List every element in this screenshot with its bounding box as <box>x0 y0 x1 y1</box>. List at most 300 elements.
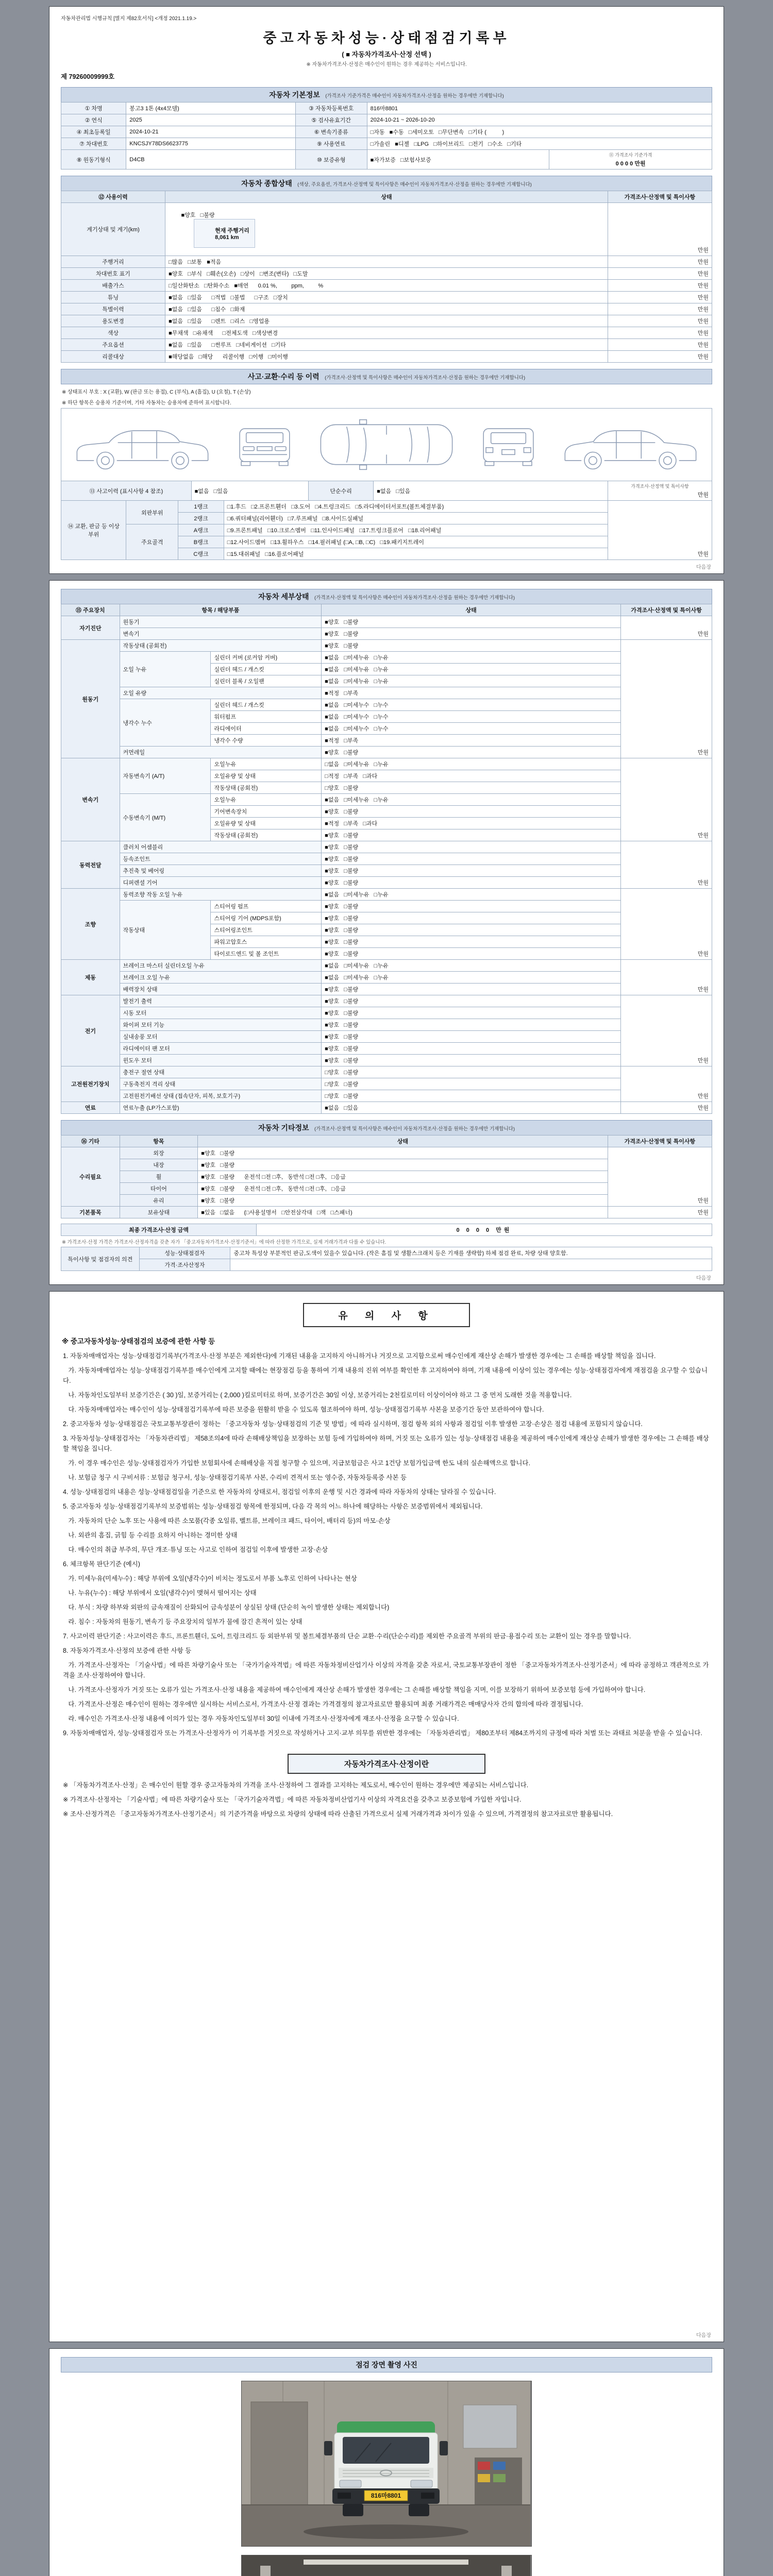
accident-history-label: ⑬ 사고이력 (표시사항 4 참조) <box>61 481 192 501</box>
notice-heading: ※ 중고자동차성능·상태점검의 보증에 관한 사항 등 <box>62 1337 215 1345</box>
usage-change-checkbox-group[interactable]: ■없음 □있음 □렌트 □리스 □영업용 <box>165 315 608 327</box>
document-subtitle: ( ■ 자동차가격조사·산정 선택 ) <box>342 50 431 58</box>
detail-col-device: ⑮ 주요장치 <box>61 604 120 616</box>
detail-state-checkbox-group[interactable]: ■적정 □부족 <box>322 687 621 699</box>
year-label: ② 연식 <box>61 114 126 126</box>
detail-price-cell: 만원 <box>621 841 712 889</box>
recall-checkbox-group[interactable]: ■해당없음 □해당 리콜이행 □이행 □미이행 <box>165 351 608 363</box>
etc-state-checkbox-group[interactable]: ■양호 □불량 <box>198 1159 608 1171</box>
detail-state-checkbox-group[interactable]: □양호 □불량 <box>322 1078 621 1090</box>
detail-item-label: 충전구 절연 상태 <box>120 1066 322 1078</box>
first-reg-label: ④ 최초등록일 <box>61 126 126 138</box>
notice-paragraph: 4. 성능·상태점검의 내용은 성능·상태점검일을 기준으로 한 자동차의 상태로서, 점검일 이후의 운행 및 시간 경과에 따라 자동차의 상태는 달라질 수 있습니다. <box>63 1488 496 1496</box>
detail-item-label: 윈도우 모터 <box>120 1055 322 1066</box>
detail-state-checkbox-group[interactable]: ■없음 □미세누유 □누유 <box>322 960 621 972</box>
section-accident-note: (가격조사·산정액 및 특이사항은 매수인이 자동차가격조사·산정을 원하는 경우에만 기재합니다) <box>325 375 526 381</box>
etc-state-checkbox-group[interactable]: ■양호 □불량 운전석 □전 □후, 동반석 □전 □후, □응급 <box>198 1183 608 1195</box>
etc-item-label: 내장 <box>120 1159 198 1171</box>
detail-state-checkbox-group[interactable]: ■양호 □불량 <box>322 924 621 936</box>
detail-state-checkbox-group[interactable]: ■양호 □불량 <box>322 616 621 628</box>
device-high-voltage: 고전원전기장치 <box>61 1066 120 1102</box>
detail-item-label: 클러치 어셈블리 <box>120 841 322 853</box>
detail-item-label: 브레이크 오일 누유 <box>120 972 322 984</box>
first-reg-value: 2024-10-21 <box>126 126 295 138</box>
detail-item-label: 라디에이터 팬 모터 <box>120 1043 322 1055</box>
etc-repair-needed-label: 수리필요 <box>61 1147 120 1207</box>
options-checkbox-group[interactable]: ■없음 □있음 □썬루프 □네비게이션 □기타 <box>165 339 608 351</box>
device-engine: 원동기 <box>61 640 120 758</box>
notice-paragraph: 3. 자동차성능·상태점검자는 「자동차관리법」 제58조의4에 따라 손해배상책임을 보장하는 보험 등에 가입하여야 하며, 거짓 또는 오류가 있는 성능·상태점검 내용을 제공하여 매수인에게 재산상 손해가 발생한 경우에는 그 손해를 배상할 책임을 집니다. <box>63 1435 709 1452</box>
detail-price-cell: 만원 <box>621 1102 712 1114</box>
engine-type-value: D4CB <box>126 150 295 170</box>
rank1-checkbox-group[interactable]: □1.후드 □2.프론트휀더 □3.도어 □4.트렁크리드 □5.라디에이터서포트(볼트체결부품) <box>224 501 608 513</box>
appraiser-comment <box>230 1259 712 1271</box>
etc-price-cell: 만원 <box>608 1207 712 1218</box>
notice-paragraph: 8. 자동차가격조사·산정의 보증에 관한 사항 등 <box>63 1647 192 1654</box>
detail-col-state: 상태 <box>322 604 621 616</box>
price-definition-box-title: 자동차가격조사·산정이란 <box>288 1754 485 1774</box>
overall-row-label: 튜닝 <box>61 292 165 303</box>
detail-subitem-label: 작동상태 (공회전) <box>211 829 322 841</box>
notice-paragraph: 9. 자동차매매업자, 성능·상태점검자 또는 가격조사·산정자가 이 기록부를 거짓으로 작성하거나 고지·교부 의무를 위반한 경우에는 「자동차관리법」 제80조부터 제84조까지의 규정에 따라 처벌 또는 과태료 처분을 받을 수 있습니다. <box>63 1730 702 1737</box>
exchange-panel-table <box>61 500 712 560</box>
next-page-indicator: 다음장 <box>696 1276 711 1281</box>
detail-item-label: 연료누출 (LP가스포함) <box>120 1102 322 1114</box>
detail-item-label: 브레이크 마스터 실린더오일 누유 <box>120 960 322 972</box>
overall-price-cell: 만원 <box>608 351 712 363</box>
detail-item-label: 오일 유량 <box>120 687 322 699</box>
notice-paragraph: 라. 침수 : 자동차의 원동기, 변속기 등 주요장치의 일부가 물에 잠긴 흔적이 있는 상태 <box>63 1618 303 1625</box>
detail-item-label: 와이퍼 모터 기능 <box>120 1019 322 1031</box>
detail-item-label: 오일 누유 <box>120 652 211 687</box>
engine-type-label: ⑧ 원동기형식 <box>61 150 126 170</box>
overall-col-use-history: ⑫ 사용이력 <box>61 191 165 203</box>
notice-paragraph: 나. 가격조사·산정자가 거짓 또는 오류가 있는 가격조사·산정 내용을 제공하여 매수인에게 재산상 손해가 발생한 경우에는 그 손해를 배상할 책임을 지며, 이를 보장하기 위하여 보증보험 등에 가입하여야 합니다. <box>63 1686 646 1693</box>
opinion-section-label: 특이사항 및 점검자의 의견 <box>61 1247 140 1271</box>
overall-col-state: 상태 <box>165 191 608 203</box>
inspection-photo-underbody <box>241 2555 532 2576</box>
etc-state-checkbox-group[interactable]: ■양호 □불량 운전석 □전 □후, 동반석 □전 □후, □응급 <box>198 1171 608 1183</box>
page-4 <box>49 2348 724 2576</box>
overall-price-cell: 만원 <box>608 203 712 256</box>
inspection-label: ⑤ 검사유효기간 <box>295 114 367 126</box>
detail-item-label: 배력장치 상태 <box>120 984 322 995</box>
section-overall-title: 자동차 종합상태 <box>241 179 292 188</box>
page-3 <box>49 1291 724 2342</box>
detail-item-label: 발전기 출력 <box>120 995 322 1007</box>
odometer-state-checkbox-group[interactable] <box>165 203 608 256</box>
price-definition-line: ※ 조사·산정가격은 「중고자동차가격조사·산정기준서」의 기준가격을 바탕으로 차량의 상태에 따라 산출된 가격으로서 실제 거래가격과 차이가 있을 수 있으며, 가격결정의 참고자료로만 활용됩니다. <box>63 1810 613 1818</box>
page-2 <box>49 580 724 1285</box>
truck-underbody-photo <box>242 2555 530 2576</box>
device-power-train: 동력전달 <box>61 841 120 889</box>
detail-state-checkbox-group[interactable]: ■없음 □미세누수 □누수 <box>322 699 621 711</box>
notice-paragraph: 가. 이 경우 매수인은 성능·상태점검자가 가입한 보험회사에 손해배상을 직접 청구할 수 있으며, 지급보험금은 사고 1건당 보험가입금액 한도 내의 실손해액으로 합니다. <box>63 1460 530 1467</box>
year-value: 2025 <box>126 114 295 126</box>
notice-paragraph: 2. 중고자동차 성능·상태점검은 국토교통부장관이 정하는 「중고자동차 성능·상태점검의 기준 및 방법」에 따라 실시하며, 점검 항목 외의 사항과 점검일 이후 발생한 고장·손상은 점검 내용에 포함되지 않습니다. <box>63 1420 643 1428</box>
detail-state-checkbox-group[interactable]: ■없음 □미세누유 □누유 <box>322 794 621 806</box>
car-side-left-diagram <box>68 414 217 476</box>
price-definition-lines <box>61 1780 712 1819</box>
detail-subitem-label: 실린더 커버 (로커암 커버) <box>211 652 322 664</box>
appraiser-label: 가격·조사산정자 <box>139 1259 230 1271</box>
detail-subitem-label: 오일누유 <box>211 758 322 770</box>
odometer-state-options[interactable]: ■양호 □불량 <box>181 212 215 218</box>
tuning-checkbox-group[interactable]: ■없음 □있음 □적법 □불법 □구조 □장치 <box>165 292 608 303</box>
device-electric: 전기 <box>61 995 120 1066</box>
detail-state-checkbox-group[interactable]: ■양호 □불량 <box>322 747 621 758</box>
detail-subitem-label: 냉각수 수량 <box>211 735 322 747</box>
detail-state-checkbox-group[interactable]: □양호 □불량 <box>322 1090 621 1102</box>
notice-paragraph: 나. 자동차인도일부터 보증기간은 ( 30 )일, 보증거리는 ( 2,000 )킬로미터로 하며, 보증기간은 30일 이상, 보증거리는 2천킬로미터 이상이어야 하고 그 중 먼저 도래한 것을 적용합니다. <box>63 1392 572 1399</box>
simple-repair-checkbox-group[interactable]: ■없음 □있음 <box>374 481 608 501</box>
detail-condition-table <box>61 604 712 1114</box>
detail-subitem-label: 라디에이터 <box>211 723 322 735</box>
exchange-price-cell: 만원 <box>608 501 712 560</box>
vin-value: KNCSJY78DS6623775 <box>126 138 295 150</box>
detail-state-checkbox-group[interactable]: ■없음 □미세누유 □누유 <box>322 675 621 687</box>
etc-state-checkbox-group[interactable]: ■양호 □불량 <box>198 1147 608 1159</box>
section-overall-band <box>61 176 712 191</box>
detail-state-checkbox-group[interactable]: ■양호 □불량 <box>322 865 621 877</box>
accident-history-table <box>61 481 712 501</box>
accident-price-cell <box>608 481 712 501</box>
inspector-comment: 중고차 특성상 부분적인 판금,도색이 있을수 있습니다. (작은 흠집 및 생활스크래치 등은 기재를 생략함) 하체 점검 완료, 차량 상태 양호함. <box>230 1247 712 1259</box>
notice-paragraph: 1. 자동차매매업자는 성능·상태점검기록부(가격조사·산정 부분은 제외한다)에 기재된 내용을 고지하지 아니하거나 거짓으로 고지함으로써 매수인에게 재산상 손해가 발생한 경우에는 그 손해를 배상할 책임을 집니다. <box>63 1352 656 1360</box>
overall-row-label: 계기상태 및 계기(km) <box>61 203 165 256</box>
section-etc-band <box>61 1120 712 1136</box>
detail-state-checkbox-group[interactable]: ■양호 □불량 <box>322 1019 621 1031</box>
current-mileage-value: 8,061 km <box>215 234 239 241</box>
detail-price-cell: 만원 <box>621 616 712 640</box>
detail-state-checkbox-group[interactable]: ■없음 □미세누유 □누유 <box>322 889 621 901</box>
detail-item-label: 수동변속기 (M/T) <box>120 794 211 841</box>
etc-state-checkbox-group[interactable]: ■양호 □불량 <box>198 1195 608 1207</box>
license-plate-text: 816마8801 <box>371 2492 401 2499</box>
final-price-note: ※ 가격조사·산정 가격은 가격조사·산정자격을 갖춘 자가 「중고자동차가격조사·산정기준서」에 따라 산정한 가격으로, 실제 거래가격과 다를 수 있습니다. <box>62 1240 386 1245</box>
overall-price-cell: 만원 <box>608 339 712 351</box>
notice-paragraph: 다. 매수인의 취급 부주의, 무단 개조·튜닝 또는 사고로 인하여 점검일 이후에 발생한 고장·손상 <box>63 1546 328 1553</box>
etc-col-group: ⑯ 기타 <box>61 1136 120 1147</box>
detail-state-checkbox-group[interactable]: ■양호 □불량 <box>322 901 621 912</box>
detail-item-label: 작동상태 <box>120 901 211 960</box>
detail-subitem-label: 기어변속장치 <box>211 806 322 818</box>
inspection-value: 2024-10-21 ~ 2026-10-20 <box>367 114 712 126</box>
overall-row-label: 용도변경 <box>61 315 165 327</box>
detail-state-checkbox-group[interactable]: ■양호 □불량 <box>322 640 621 652</box>
notice-paragraph: 7. 사고이력 판단기준 : 사고이력은 후드, 프론트휀더, 도어, 트렁크리드 등 외판부위 및 볼트체결부품의 단순 교환·수리(단순수리)를 제외한 주요골격 부위의 판금·용접수리 또는 교환이 있는 경우를 말합니다. <box>63 1633 631 1640</box>
section-overall-note: (색상, 주요옵션, 가격조사·산정액 및 특이사항은 매수인이 자동차가격조사·산정을 원하는 경우에만 기재합니다) <box>297 182 532 188</box>
detail-subitem-label: 실린더 헤드 / 개스킷 <box>211 664 322 675</box>
special-history-checkbox-group[interactable]: ■없음 □있음 □침수 □화재 <box>165 303 608 315</box>
simple-repair-label: 단순수리 <box>308 481 373 501</box>
detail-state-checkbox-group[interactable]: □양호 □불량 <box>322 782 621 794</box>
next-page-indicator: 다음장 <box>696 2333 711 2338</box>
etc-col-item: 항목 <box>120 1136 198 1147</box>
detail-state-checkbox-group[interactable]: ■적정 □부족 □과다 <box>322 818 621 829</box>
section-accident-band <box>61 369 712 384</box>
detail-subitem-label: 스티어링조인트 <box>211 924 322 936</box>
detail-subitem-label: 타이로드엔드 및 볼 조인트 <box>211 948 322 960</box>
notice-paragraph: 나. 외관의 흠집, 긁힘 등 수리를 요하지 아니하는 경미한 상태 <box>63 1532 238 1539</box>
detail-item-label: 구동축전지 격리 상태 <box>120 1078 322 1090</box>
detail-state-checkbox-group[interactable]: □적정 □부족 □과다 <box>322 770 621 782</box>
section-detail-band <box>61 589 712 604</box>
rank1-label: 1랭크 <box>178 501 224 513</box>
etc-basic-items-label: 기본품목 <box>61 1207 120 1218</box>
section-photos-title: 점검 장면 촬영 사진 <box>356 2361 417 2369</box>
inspector-opinion-table <box>61 1247 712 1271</box>
detail-subitem-label: 실린더 헤드 / 개스킷 <box>211 699 322 711</box>
overall-price-cell: 만원 <box>608 292 712 303</box>
car-rear-diagram <box>471 414 546 476</box>
device-steering: 조향 <box>61 889 120 960</box>
rankC-label: C랭크 <box>178 548 224 560</box>
notice-paragraph: 가. 자동차매매업자는 성능·상태점검기록부를 매수인에게 고지할 때에는 현장점검 등을 통하여 기재 내용의 진위 여부를 확인한 후 고지하여야 하며, 기재 내용에 이상이 있는 경우에는 성능·상태점검자에게 재점검을 요구할 수 있습니다. <box>63 1367 708 1384</box>
overall-price-cell: 만원 <box>608 327 712 339</box>
rank2-label: 2랭크 <box>178 513 224 524</box>
base-price-label: ⑪ 가격조사 기준가격 <box>609 152 652 158</box>
rankC-checkbox-group[interactable]: □15.대쉬패널 □16.플로어패널 <box>224 548 608 560</box>
detail-state-checkbox-group[interactable]: ■없음 □미세누유 □누유 <box>322 972 621 984</box>
etc-basic-items-item: 보유상태 <box>120 1207 198 1218</box>
page-title: 중고자동차성능·상태점검기록부 <box>263 30 510 46</box>
detail-subitem-label: 실린더 블록 / 오일팬 <box>211 675 322 687</box>
detail-price-cell: 만원 <box>621 960 712 995</box>
inspection-photo-front <box>241 2381 532 2547</box>
section-detail-note: (가격조사·산정액 및 특이사항은 매수인이 자동차가격조사·산정을 원하는 경우에만 기재합니다) <box>314 595 515 601</box>
notice-paragraph: 나. 누유(누수) : 해당 부위에서 오일(냉각수)이 맺혀서 떨어지는 상태 <box>63 1589 257 1597</box>
notice-body <box>61 1351 712 1738</box>
accident-price-unit: 만원 <box>697 492 709 498</box>
etc-col-state: 상태 <box>198 1136 608 1147</box>
overall-row-label: 리콜대상 <box>61 351 165 363</box>
reg-no-value: 816마8801 <box>367 103 712 114</box>
basic-info-table <box>61 102 712 170</box>
detail-subitem-label: 오일유량 및 상태 <box>211 770 322 782</box>
etc-item-label: 타이어 <box>120 1183 198 1195</box>
overall-row-label: 색상 <box>61 327 165 339</box>
etc-info-table <box>61 1135 712 1218</box>
rank2-checkbox-group[interactable]: □6.쿼터패널(리어휀더) □7.루프패널 □8.사이드실패널 <box>224 513 608 524</box>
detail-item-label: 추진축 및 베어링 <box>120 865 322 877</box>
section-photos-band <box>61 2357 712 2372</box>
fuel-checkbox-group[interactable]: □가솔린 ■디젤 □LPG □하이브리드 □전기 □수소 □기타 <box>367 138 712 150</box>
fuel-label: ⑨ 사용연료 <box>295 138 367 150</box>
device-transmission: 변속기 <box>61 758 120 841</box>
detail-state-checkbox-group[interactable]: ■양호 □불량 <box>322 806 621 818</box>
document-number: 제 79260009999호 <box>61 73 115 80</box>
detail-state-checkbox-group[interactable]: ■양호 □불량 <box>322 984 621 995</box>
document-subtitle-note: ※ 자동차가격조사·산정은 매수인이 원하는 경우 제공하는 서비스입니다. <box>306 62 467 67</box>
detail-subitem-label: 파워고압호스 <box>211 936 322 948</box>
overall-row-label: 주요옵션 <box>61 339 165 351</box>
device-fuel: 연료 <box>61 1102 120 1114</box>
detail-col-item: 항목 / 해당부품 <box>120 604 322 616</box>
notice-paragraph: 가. 미세누유(미세누수) : 해당 부위에 오일(냉각수)이 비치는 정도로서 부품 노후로 인하여 나타나는 현상 <box>63 1575 357 1582</box>
current-mileage-label: 현재 주행거리 <box>215 228 249 234</box>
detail-item-label: 실내송풍 모터 <box>120 1031 322 1043</box>
detail-item-label: 원동기 <box>120 616 322 628</box>
detail-price-cell: 만원 <box>621 995 712 1066</box>
device-self-diagnosis: 자기진단 <box>61 616 120 640</box>
base-price-cell <box>549 150 712 170</box>
overall-col-price: 가격조사·산정액 및 특이사항 <box>608 191 712 203</box>
overall-price-cell: 만원 <box>608 315 712 327</box>
section-basic-info-note: (가격조사 기준가격은 매수인이 자동차가격조사·산정을 원하는 경우에만 기재합니다) <box>325 93 504 99</box>
section-basic-info-band <box>61 87 712 103</box>
next-page-indicator: 다음장 <box>696 565 711 570</box>
reg-no-label: ③ 자동차등록번호 <box>295 103 367 114</box>
page-1 <box>49 6 724 574</box>
detail-state-checkbox-group[interactable]: ■없음 □미세누수 □누수 <box>322 711 621 723</box>
detail-subitem-label: 워터펌프 <box>211 711 322 723</box>
section-detail-title: 자동차 세부상태 <box>258 592 309 601</box>
color-checkbox-group[interactable]: ■무채색 □유채색 □전체도색 □색상변경 <box>165 327 608 339</box>
detail-state-checkbox-group[interactable]: ■적정 □부족 <box>322 735 621 747</box>
detail-item-label: 등속조인트 <box>120 853 322 865</box>
accident-legend-1: ※ 상태표시 부호 : X (교환), W (판금 또는 용접), C (부식), A (흠집), U (요철), T (손상) <box>62 389 251 395</box>
detail-state-checkbox-group[interactable]: ■양호 □불량 <box>322 1043 621 1055</box>
detail-item-label: 자동변속기 (A/T) <box>120 758 211 794</box>
transmission-label: ⑥ 변속기종류 <box>295 126 367 138</box>
detail-state-checkbox-group[interactable]: ■양호 □불량 <box>322 936 621 948</box>
detail-state-checkbox-group[interactable]: ■양호 □불량 <box>322 912 621 924</box>
notice-title: 유 의 사 항 <box>303 1303 470 1327</box>
notice-paragraph: 라. 매수인은 가격조사·산정 내용에 이의가 있는 경우 자동차인도일부터 30일 이내에 가격조사·산정자에게 재조사·산정을 요구할 수 있습니다. <box>63 1715 459 1722</box>
detail-state-checkbox-group[interactable]: ■양호 □불량 <box>322 1055 621 1066</box>
detail-item-label: 디퍼렌셜 기어 <box>120 877 322 889</box>
detail-item-label: 커먼레일 <box>120 747 322 758</box>
car-top-diagram <box>312 414 461 476</box>
detail-item-label: 고전원전기배선 상태 (접속단자, 피복, 보호기구) <box>120 1090 322 1102</box>
car-name-label: ① 차명 <box>61 103 126 114</box>
detail-subitem-label: 스티어링 펌프 <box>211 901 322 912</box>
notice-paragraph: 나. 보험금 청구 시 구비서류 : 보험금 청구서, 성능·상태점검기록부 사본, 수리비 견적서 또는 영수증, 자동차등록증 사본 등 <box>63 1474 407 1481</box>
vin-mark-checkbox-group[interactable]: ■양호 □부식 □훼손(오손) □상이 □변조(변타) □도말 <box>165 268 608 280</box>
outer-panel-label: 외판부위 <box>126 501 178 524</box>
detail-state-checkbox-group[interactable]: ■양호 □불량 <box>322 628 621 640</box>
notice-paragraph: 다. 부식 : 차량 하부와 외판의 금속재질이 산화되어 금속성분이 상실된 상태 (단순히 녹이 발생한 상태는 제외합니다) <box>63 1604 390 1611</box>
mileage-level-checkbox-group[interactable]: □많음 □보통 ■적음 <box>165 256 608 268</box>
device-brake: 제동 <box>61 960 120 995</box>
section-etc-title: 자동차 기타정보 <box>258 1124 309 1132</box>
car-name-value: 봉고3 1톤 (4x4모델) <box>126 103 295 114</box>
detail-item-label: 작동상태 (공회전) <box>120 640 322 652</box>
detail-state-checkbox-group[interactable]: ■양호 □불량 <box>322 877 621 889</box>
accident-history-checkbox-group[interactable]: ■없음 □있음 <box>191 481 308 501</box>
detail-item-label: 변속기 <box>120 628 322 640</box>
price-definition-line: ※ 「자동차가격조사·산정」은 매수인이 원할 경우 중고자동차의 가격을 조사·산정하여 그 결과를 고지하는 제도로서, 매수인이 원하는 경우에만 제공되는 서비스입니다. <box>63 1782 529 1789</box>
overall-row-label: 주행거리 <box>61 256 165 268</box>
detail-item-label: 냉각수 누수 <box>120 699 211 747</box>
detail-price-cell: 만원 <box>621 889 712 960</box>
detail-price-cell: 만원 <box>621 1066 712 1102</box>
notice-paragraph: 다. 자동차매매업자는 매수인이 성능·상태점검기록부에 따른 보증을 원활히 받을 수 있도록 협조하여야 하며, 성능·상태점검기록부 사본을 보증기간 동안 보관하여야 합니다. <box>63 1406 544 1413</box>
final-price-label: 최종 가격조사·산정 금액 <box>61 1224 257 1236</box>
overall-price-cell: 만원 <box>608 280 712 292</box>
etc-item-label: 유리 <box>120 1195 198 1207</box>
final-price-value: 0 0 0 0 만원 <box>256 1224 712 1236</box>
overall-row-label: 특별이력 <box>61 303 165 315</box>
detail-state-checkbox-group[interactable]: ■없음 □미세누유 □누유 <box>322 652 621 664</box>
detail-col-price: 가격조사·산정액 및 특이사항 <box>621 604 712 616</box>
section-etc-note: (가격조사·산정액 및 특이사항은 매수인이 자동차가격조사·산정을 원하는 경우에만 기재합니다) <box>314 1126 515 1132</box>
detail-price-cell: 만원 <box>621 640 712 758</box>
rankA-label: A랭크 <box>178 524 224 536</box>
truck-front-photo <box>242 2381 530 2546</box>
inspector-label: 성능·상태점검자 <box>139 1247 230 1259</box>
overall-price-cell: 만원 <box>608 268 712 280</box>
detail-state-checkbox-group[interactable]: ■없음 □있음 <box>322 1102 621 1114</box>
overall-row-label: 차대번호 표기 <box>61 268 165 280</box>
detail-state-checkbox-group[interactable]: ■양호 □불량 <box>322 829 621 841</box>
rankB-checkbox-group[interactable]: □12.사이드멤버 □13.휠하우스 □14.필러패널 (□A, □B, □C) □19.패키지트레이 <box>224 536 608 548</box>
overall-price-cell: 만원 <box>608 303 712 315</box>
main-frame-label: 주요골격 <box>126 524 178 560</box>
detail-state-checkbox-group[interactable]: ■양호 □불량 <box>322 948 621 960</box>
car-damage-diagram-box <box>61 408 712 481</box>
detail-state-checkbox-group[interactable]: □양호 □불량 <box>322 1066 621 1078</box>
notice-paragraph: 6. 체크항목 판단기준 (예시) <box>63 1561 140 1568</box>
overall-row-label: 배출가스 <box>61 280 165 292</box>
etc-price-cell: 만원 <box>608 1147 712 1207</box>
price-definition-line: ※ 가격조사·산정자는 「기술사법」에 따른 차량기술사 또는 「국가기술자격법」에 따른 자동차정비산업기사 이상의 자격요건을 갖추고 보증보험에 가입한 자입니다. <box>63 1796 522 1803</box>
detail-item-label: 시동 모터 <box>120 1007 322 1019</box>
base-price-value: 0 0 0 0 만원 <box>615 161 646 167</box>
detail-subitem-label: 작동상태 (공회전) <box>211 782 322 794</box>
section-basic-info-title: 자동차 기본정보 <box>269 91 320 99</box>
etc-item-label: 휠 <box>120 1171 198 1183</box>
car-front-diagram <box>227 414 302 476</box>
current-mileage-box <box>194 219 255 248</box>
detail-state-checkbox-group[interactable]: ■양호 □불량 <box>322 841 621 853</box>
detail-state-checkbox-group[interactable]: ■없음 □미세누유 □누유 <box>322 664 621 675</box>
detail-state-checkbox-group[interactable]: ■양호 □불량 <box>322 1031 621 1043</box>
detail-state-checkbox-group[interactable]: ■양호 □불량 <box>322 1007 621 1019</box>
warranty-label: ⑩ 보증유형 <box>295 150 367 170</box>
detail-state-checkbox-group[interactable]: ■없음 □미세누수 □누수 <box>322 723 621 735</box>
warranty-checkbox-group[interactable]: ■자가보증 □보험사보증 <box>367 150 549 170</box>
detail-subitem-label: 오일누유 <box>211 794 322 806</box>
notice-paragraph: 5. 중고자동차 성능·상태점검기록부의 보증범위는 성능·상태점검 항목에 한정되며, 다음 각 목의 어느 하나에 해당하는 사항은 보증범위에서 제외됩니다. <box>63 1503 483 1510</box>
detail-price-cell: 만원 <box>621 758 712 841</box>
car-side-right-diagram <box>556 414 705 476</box>
vin-label: ⑦ 차대번호 <box>61 138 126 150</box>
exchange-section-label: ⑭ 교환, 판금 등 이상 부위 <box>61 501 126 560</box>
etc-basic-items-checkbox-group[interactable]: ■있음 □없음 (□사용설명서 □안전삼각대 □잭 □스패너) <box>198 1207 608 1218</box>
final-price-table <box>61 1224 712 1236</box>
detail-subitem-label: 스티어링 기어 (MDPS포함) <box>211 912 322 924</box>
rule-reference: 자동차관리법 시행규칙 [별지 제82호서식] <개정 2021.1.19.> <box>61 16 197 22</box>
overall-condition-table <box>61 191 712 363</box>
detail-state-checkbox-group[interactable]: ■양호 □불량 <box>322 995 621 1007</box>
detail-subitem-label: 오일유량 및 상태 <box>211 818 322 829</box>
notice-paragraph: 가. 자동차의 단순 노후 또는 사용에 따른 소모품(각종 오일류, 벨트류, 브레이크 패드, 타이어, 배터리 등)의 마모·손상 <box>63 1517 391 1524</box>
notice-paragraph: 다. 가격조사·산정은 매수인이 원하는 경우에만 실시하는 서비스로서, 가격조사·산정 결과는 가격결정의 참고자료로만 활용되며 최종 거래가격은 매매당사자 간의 합의에 따라 결정됩니다. <box>63 1701 583 1708</box>
etc-item-label: 외장 <box>120 1147 198 1159</box>
emission-checkbox-group[interactable]: □일산화탄소 □탄화수소 ■매연 0.01 %, ppm, % <box>165 280 608 292</box>
section-accident-title: 사고·교환·수리 등 이력 <box>247 372 320 381</box>
rankB-label: B랭크 <box>178 536 224 548</box>
transmission-checkbox-group[interactable]: □자동 ■수동 □세미오토 □무단변속 □기타 ( ) <box>367 126 712 138</box>
accident-legend-2: ※ 하단 항목은 승용차 기준이며, 기타 자동차는 승용차에 준하여 표시합니다. <box>62 400 231 406</box>
rankA-checkbox-group[interactable]: □9.프론트패널 □10.크로스멤버 □11.인사이드패널 □17.트렁크플로어 □18.리어패널 <box>224 524 608 536</box>
detail-state-checkbox-group[interactable]: ■양호 □불량 <box>322 853 621 865</box>
overall-price-cell: 만원 <box>608 256 712 268</box>
detail-state-checkbox-group[interactable]: □없음 □미세누유 □누유 <box>322 758 621 770</box>
notice-paragraph: 가. 가격조사·산정자는 「기술사법」에 따른 차량기술사 또는 「국가기술자격법」에 따른 자동차정비산업기사 이상의 자격을 갖춘 자로서, 국토교통부장관이 정한 「중고자동차가격조사·산정기준서」에 따라 공정하고 객관적으로 가격을 조사·산정하여야 합니다. <box>63 1662 709 1679</box>
